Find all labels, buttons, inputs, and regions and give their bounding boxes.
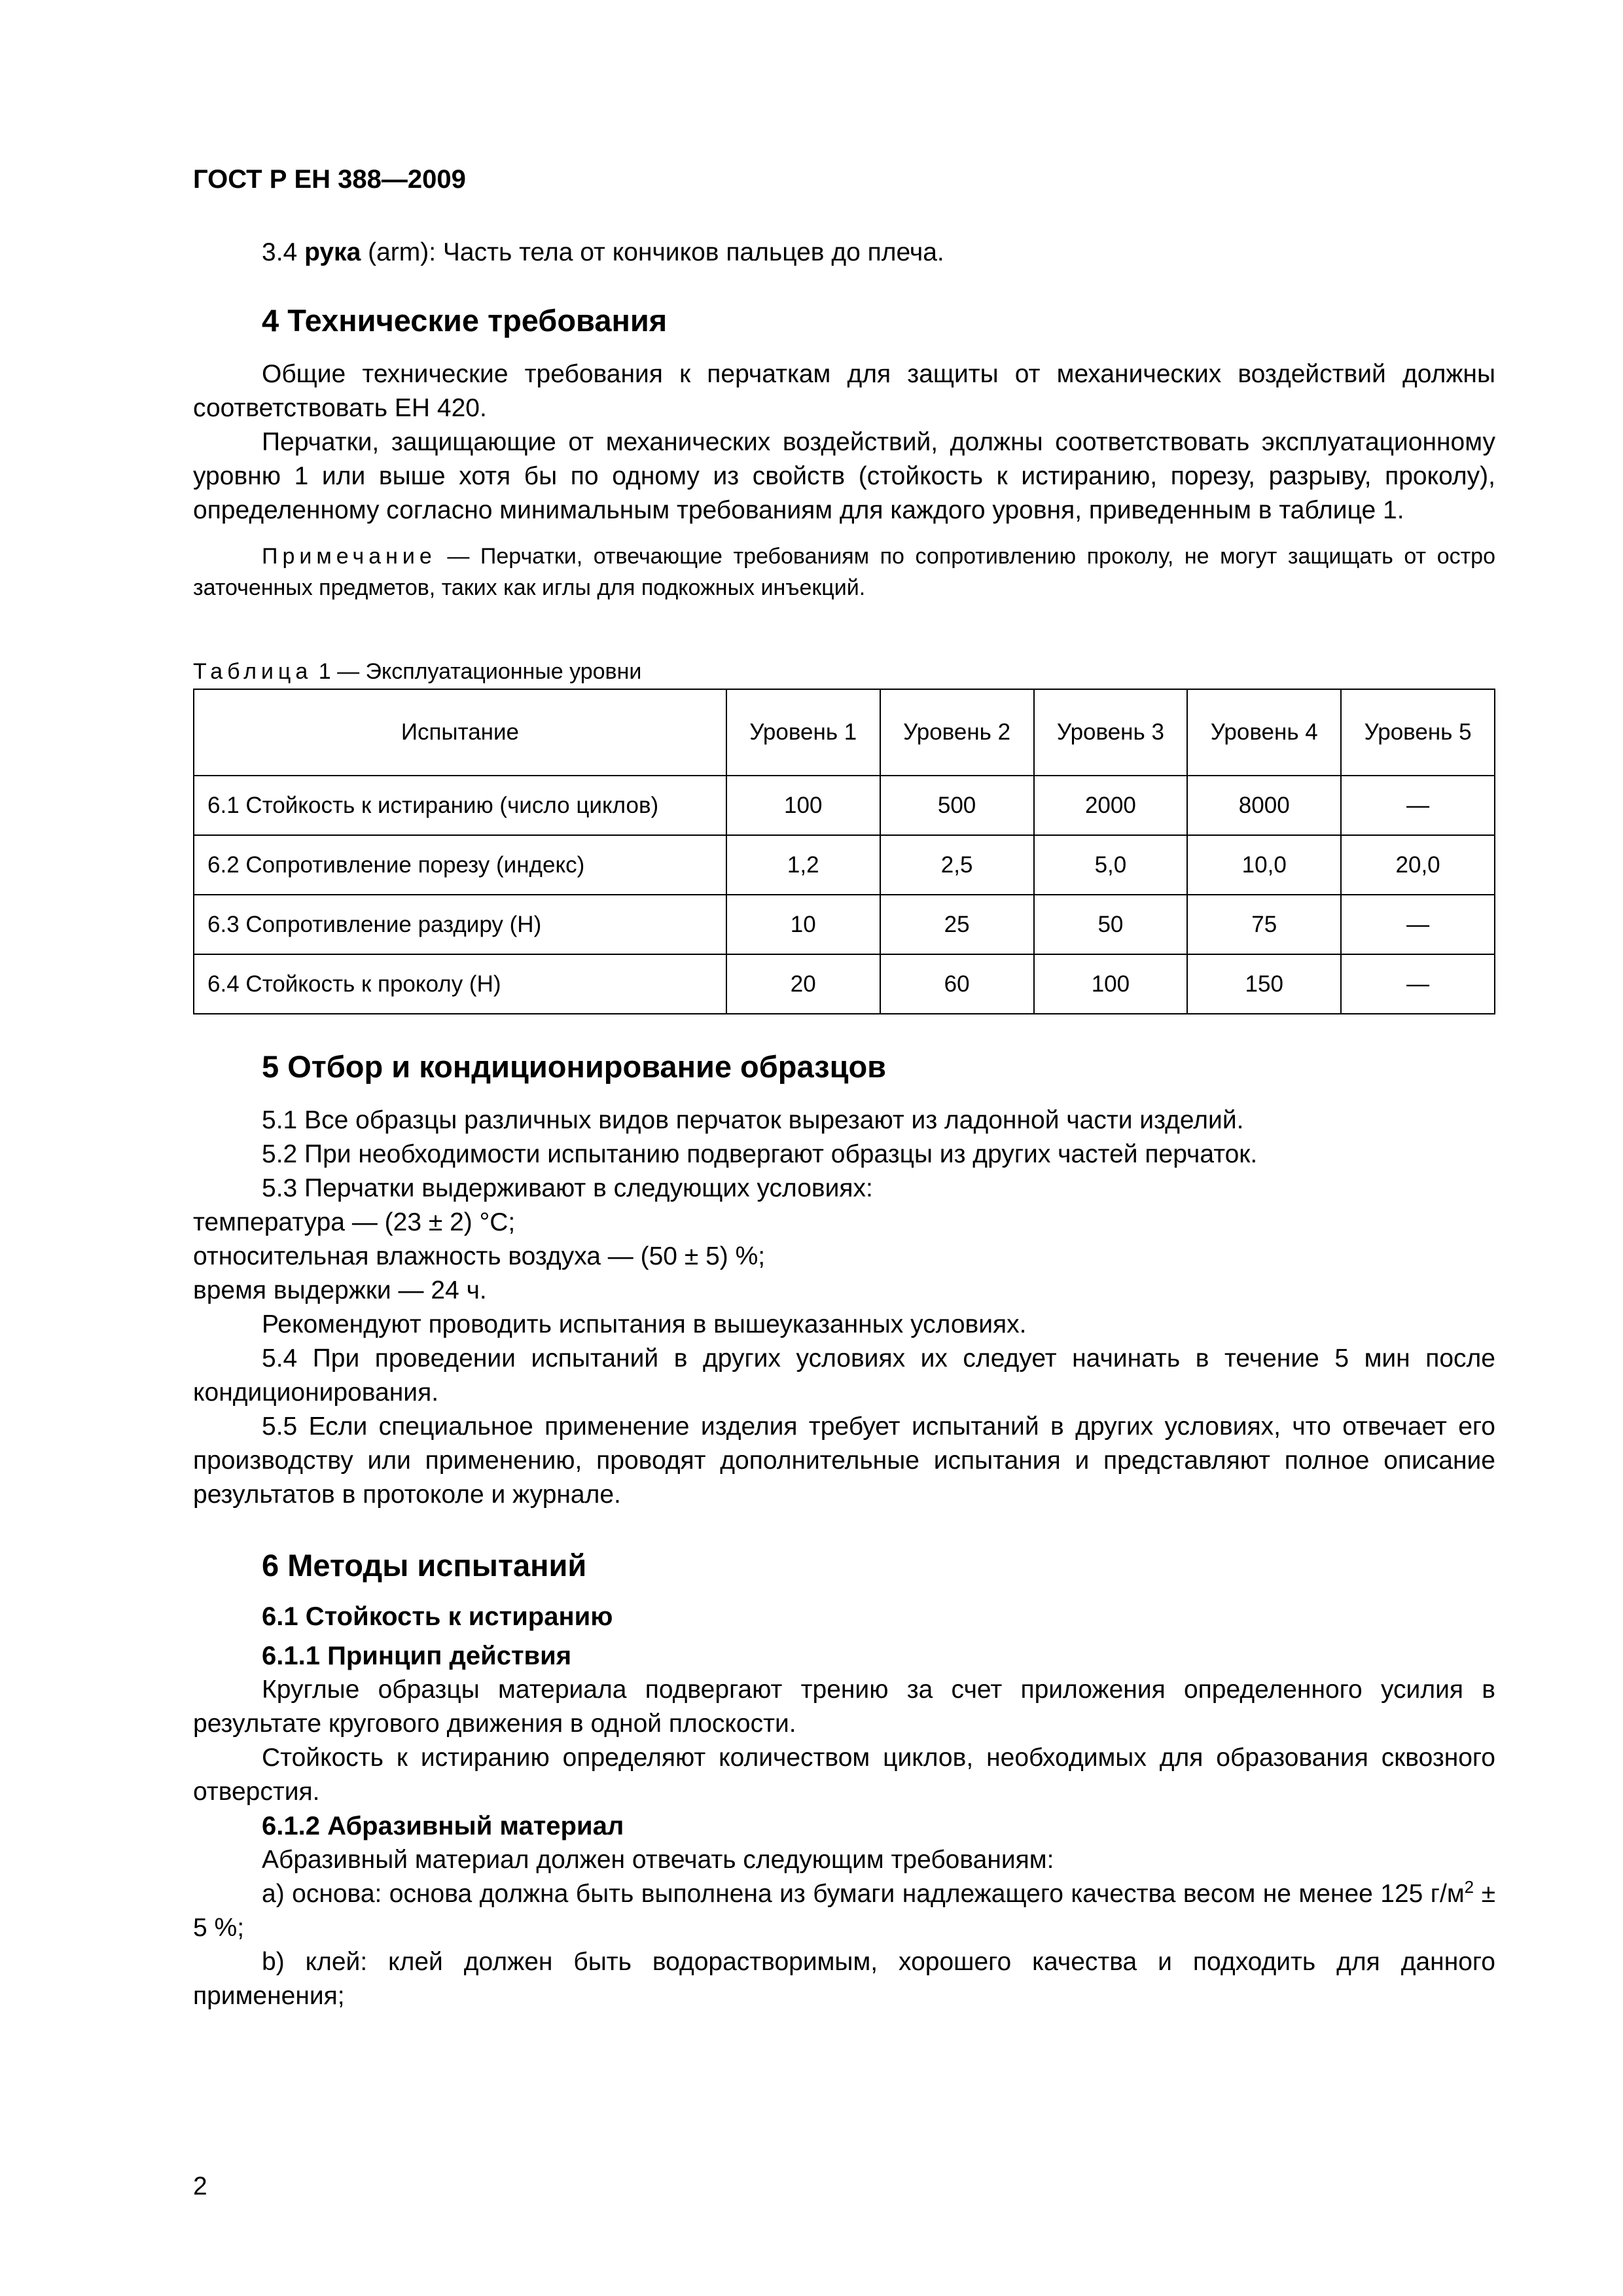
table-row	[194, 776, 1495, 835]
table-cell: 75	[1187, 895, 1341, 954]
table-cell: 6.1 Стойкость к истиранию (число циклов)	[194, 776, 726, 835]
subsection-6-1-2-title: 6.1.2 Абразивный материал	[262, 1812, 624, 1840]
table-cell: —	[1341, 895, 1495, 954]
table-cell: 25	[880, 895, 1034, 954]
page-number: 2	[193, 2172, 207, 2200]
subsection-6-1-title: 6.1 Стойкость к истиранию	[262, 1602, 613, 1631]
table-header-cell: Уровень 5	[1341, 689, 1495, 776]
recommendation: Рекомендуют проводить испытания в вышеуказанных условиях.	[262, 1310, 1027, 1338]
table-header-cell: Испытание	[194, 689, 726, 776]
table-cell: 20	[726, 954, 880, 1014]
clause-5-4: 5.4 При проведении испытаний в других условиях их следует начинать в течение 5 мин после кондиционирования.	[193, 1344, 1495, 1407]
note-label: Примечание	[262, 544, 437, 569]
clause-5-5: 5.5 Если специальное применение изделия требует испытаний в других условиях, что отвечает его производству или применению, проводят дополнительные испытания и представляют полное описание результатов в протоколе и журнале.	[193, 1412, 1495, 1509]
clause-5-1: 5.1 Все образцы различных видов перчаток вырезают из ладонной части изделий.	[262, 1106, 1244, 1134]
table-cell: 1,2	[726, 835, 880, 895]
table-cell: 50	[1034, 895, 1188, 954]
item-a-tolerance: ± 5 %;	[193, 1880, 1495, 1942]
table-cell: —	[1341, 776, 1495, 835]
table-cell: 20,0	[1341, 835, 1495, 895]
condition-time: время выдержки — 24 ч.	[193, 1276, 487, 1304]
clause-3-4	[193, 236, 1495, 270]
table-cell: 10,0	[1187, 835, 1341, 895]
section-4-title: 4 Технические требования	[262, 303, 668, 338]
table-header-cell: Уровень 1	[726, 689, 880, 776]
table-cell: 60	[880, 954, 1034, 1014]
paragraph-6-1-1-b: Стойкость к истиранию определяют количеством циклов, необходимых для образования сквозного отверстия.	[193, 1744, 1495, 1806]
item-a	[193, 1877, 1495, 1945]
table-cell: 2,5	[880, 835, 1034, 895]
clause-5-3: 5.3 Перчатки выдерживают в следующих условиях:	[262, 1174, 873, 1202]
table-row	[194, 954, 1495, 1014]
table-cell: 8000	[1187, 776, 1341, 835]
clause-term: рука	[304, 238, 361, 266]
clause-number: 3.4	[262, 238, 298, 266]
table-row	[194, 895, 1495, 954]
table-cell: 500	[880, 776, 1034, 835]
table-cell: 5,0	[1034, 835, 1188, 895]
page-content	[193, 236, 1495, 2013]
subsection-6-1-1-title: 6.1.1 Принцип действия	[262, 1641, 572, 1670]
table-cell: 6.2 Сопротивление порезу (индекс)	[194, 835, 726, 895]
table-row	[194, 835, 1495, 895]
table-caption	[193, 656, 1495, 687]
table-caption-label: Таблица	[193, 659, 313, 684]
section-4-note	[193, 541, 1495, 603]
table-cell: —	[1341, 954, 1495, 1014]
table-cell: 2000	[1034, 776, 1188, 835]
item-a-text: а) основа: основа должна быть выполнена из бумаги надлежащего качества весом не менее 125 г/м	[262, 1880, 1465, 1908]
table-header-row	[194, 689, 1495, 776]
table-cell: 6.3 Сопротивление раздиру (Н)	[194, 895, 726, 954]
performance-levels-table	[193, 689, 1495, 1014]
clause-5-2: 5.2 При необходимости испытанию подвергают образцы из других частей перчаток.	[262, 1140, 1258, 1168]
table-header-cell: Уровень 3	[1034, 689, 1188, 776]
table-cell: 10	[726, 895, 880, 954]
section-4-paragraph-1: Общие технические требования к перчаткам для защиты от механических воздействий должны соответствовать ЕН 420.	[193, 360, 1495, 422]
table-header-cell: Уровень 4	[1187, 689, 1341, 776]
paragraph-6-1-1-a: Круглые образцы материала подвергают трению за счет приложения определенного усилия в результате кругового движения в одной плоскости.	[193, 1676, 1495, 1738]
table-cell: 150	[1187, 954, 1341, 1014]
note-text: — Перчатки, отвечающие требованиям по сопротивлению проколу, не могут защищать от остро заточенных предметов, таких как иглы для подкожных инъекций.	[193, 544, 1495, 600]
condition-temperature: температура — (23 ± 2) °С;	[193, 1208, 516, 1236]
condition-humidity: относительная влажность воздуха — (50 ± 5) %;	[193, 1242, 766, 1270]
table-cell: 6.4 Стойкость к проколу (Н)	[194, 954, 726, 1014]
document-header: ГОСТ Р ЕН 388—2009	[193, 165, 466, 194]
item-a-superscript: 2	[1464, 1877, 1474, 1897]
clause-definition: (arm): Часть тела от кончиков пальцев до плеча.	[361, 238, 944, 266]
table-cell: 100	[726, 776, 880, 835]
table-header-cell: Уровень 2	[880, 689, 1034, 776]
section-4-paragraph-2: Перчатки, защищающие от механических воздействий, должны соответствовать эксплуатационному уровню 1 или выше хотя бы по одному из свойств (стойкость к истиранию, порезу, разрыву, проколу), определенному согласно минимальным требованиям для каждого уровня, приведенным в таблице 1.	[193, 428, 1495, 524]
item-b: b) клей: клей должен быть водорастворимым, хорошего качества и подходить для данного применения;	[193, 1948, 1495, 2010]
section-5-title: 5 Отбор и кондиционирование образцов	[262, 1049, 887, 1084]
table-caption-text: 1 — Эксплуатационные уровни	[312, 659, 642, 684]
paragraph-6-1-2: Абразивный материал должен отвечать следующим требованиям:	[262, 1846, 1054, 1874]
table-cell: 100	[1034, 954, 1188, 1014]
section-6-title: 6 Методы испытаний	[262, 1548, 587, 1583]
